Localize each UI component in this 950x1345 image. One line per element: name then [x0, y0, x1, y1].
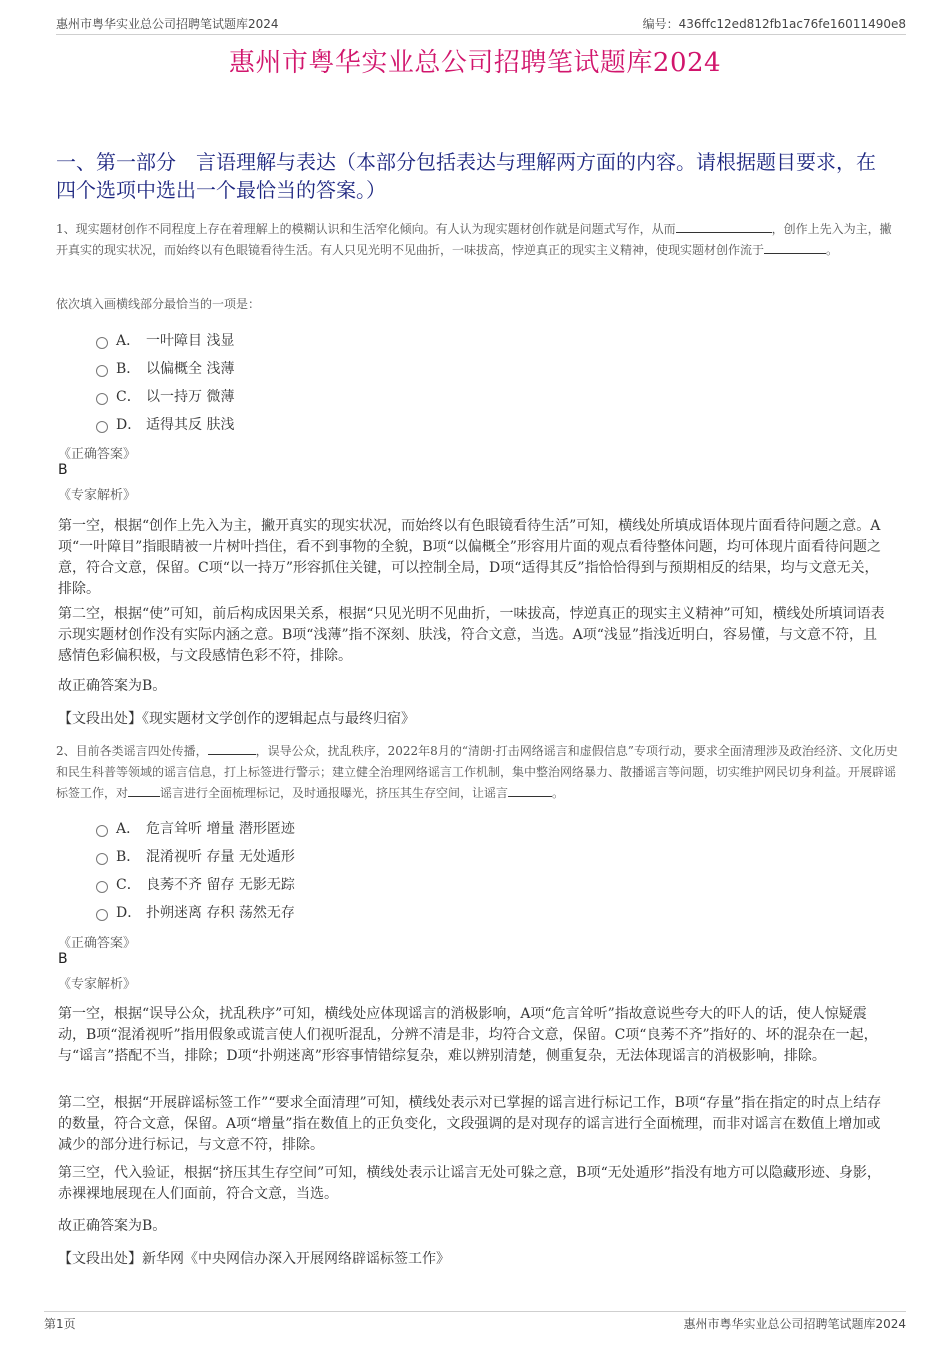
radio-icon[interactable]	[96, 853, 108, 865]
answer-label: 《正确答案》	[58, 447, 137, 462]
radio-icon[interactable]	[96, 365, 108, 377]
source-citation: 【文段出处】新华网《中央网信办深入开展网络辟谣标签工作》	[58, 1251, 450, 1267]
analysis-label: 《专家解析》	[58, 488, 137, 503]
question-1-prompt: 依次填入画横线部分最恰当的一项是：	[56, 297, 261, 311]
answer-value: B	[58, 951, 68, 967]
blank-1	[208, 741, 256, 755]
analysis-paragraph: 第一空，根据“误导公众，扰乱秩序”可知，横线处应体现谣言的消极影响，A项“危言耸听”指故意说些夸大的吓人的话，使人惊疑震动，B项“混淆视听”指用假象或谎言使人们视听混乱，分辨不清是非，均符合文意，保留。C项“良莠不齐”指好的、坏的混杂在一起，与“谣言”搭配不当，排除；D项“扑朔迷离”形容事情错综复杂，难以辨别清楚，侧重复杂，无法体现谣言的消极影响，排除。	[58, 1006, 878, 1064]
answer-value: B	[58, 462, 68, 478]
question-1-stem: 1、现实题材创作不同程度上存在着理解上的模糊认识和生活窄化倾向。有人认为现实题材创作就是问题式写作，从而 ，创作上先入为主，撇开真实的现实状况，而始终以有色眼镜看待生活。有人只见光明不见曲折，一味拔高，悖逆真正的现实主义精神，使现实题材创作流于 。	[56, 219, 902, 261]
radio-icon[interactable]	[96, 393, 108, 405]
analysis-paragraph: 第二空，根据“使”可知，前后构成因果关系，根据“只见光明不见曲折，一味拔高，悖逆真正的现实主义精神”可知，横线处所填词语表示现实题材创作没有实际内涵之意。B项“浅薄”指不深刻、肤浅，符合文意，当选。A项“浅显”指浅近明白，容易懂，与文意不符，且感情色彩偏积极，与文段感情色彩不符，排除。	[58, 606, 885, 664]
analysis-conclusion: 故正确答案为B。	[58, 678, 167, 694]
analysis-paragraph: 第一空，根据“创作上先入为主，撇开真实的现实状况，而始终以有色眼镜看待生活”可知，横线处所填成语体现片面看待问题之意。A项“一叶障目”指眼睛被一片树叶挡住，看不到事物的全貌，B项“以偏概全”形容用片面的观点看待整体问题，均可体现片面看待问题之意，符合文意，保留。C项“以一持万”形容抓住关键，可以控制全局，D项“适得其反”指恰恰得到与预期相反的结果，均与文意无关，排除。	[58, 518, 881, 597]
blank-3	[508, 783, 552, 797]
radio-icon[interactable]	[96, 337, 108, 349]
source-citation: 【文段出处】《现实题材文学创作的逻辑起点与最终归宿》	[58, 711, 415, 727]
analysis-conclusion: 故正确答案为B。	[58, 1218, 167, 1234]
document-title: 惠州市粤华实业总公司招聘笔试题库2024	[228, 48, 722, 78]
blank-1	[676, 219, 772, 233]
radio-icon[interactable]	[96, 825, 108, 837]
page-footer	[44, 1311, 906, 1336]
section-heading: 一、第一部分 言语理解与表达（本部分包括表达与理解两方面的内容。请根据题目要求，在四个选项中选出一个最恰当的答案。）	[56, 150, 876, 202]
header-doc-number: 编号：436ffc12ed812fb1ac76fe16011490e8	[642, 17, 906, 31]
blank-2	[128, 783, 160, 797]
analysis-paragraph: 第三空，代入验证，根据“挤压其生存空间”可知，横线处表示让谣言无处可躲之意，B项“无处遁形”指没有地方可以隐藏形迹、身影，赤裸裸地展现在人们面前，符合文意，当选。	[58, 1165, 881, 1202]
question-2-stem: 2、目前各类谣言四处传播， ，误导公众，扰乱秩序，2022年8月的“清朗·打击网络谣言和虚假信息”专项行动，要求全面清理涉及政治经济、文化历史和民生科普等领域的谣言信息，打上标签进行警示；建立健全治理网络谣言工作机制，集中整治网络暴力、散播谣言等问题，切实维护网民切身利益。开展辟谣标签工作，对 谣言进行全面梳理标记，及时通报曝光，挤压其生存空间，让谣言 。	[56, 741, 902, 804]
analysis-label: 《专家解析》	[58, 977, 137, 992]
radio-icon[interactable]	[96, 881, 108, 893]
footer-doc-name: 惠州市粤华实业总公司招聘笔试题库2024	[683, 1317, 906, 1331]
analysis-paragraph: 第二空，根据“开展辟谣标签工作”“要求全面清理”可知，横线处表示对已掌握的谣言进行标记工作，B项“存量”指在指定的时点上结存的数量，符合文意，保留。A项“增量”指在数值上的正负变化，文段强调的是对现存的谣言进行全面梳理，而非对谣言在数值上增加或减少的部分进行标记，与文意不符，排除。	[58, 1095, 882, 1153]
radio-icon[interactable]	[96, 909, 108, 921]
answer-label: 《正确答案》	[58, 936, 137, 951]
blank-2	[764, 240, 826, 254]
radio-icon[interactable]	[96, 421, 108, 433]
page-header	[56, 14, 906, 35]
page-number: 第1页	[44, 1317, 76, 1331]
header-doc-name: 惠州市粤华实业总公司招聘笔试题库2024	[56, 17, 279, 31]
